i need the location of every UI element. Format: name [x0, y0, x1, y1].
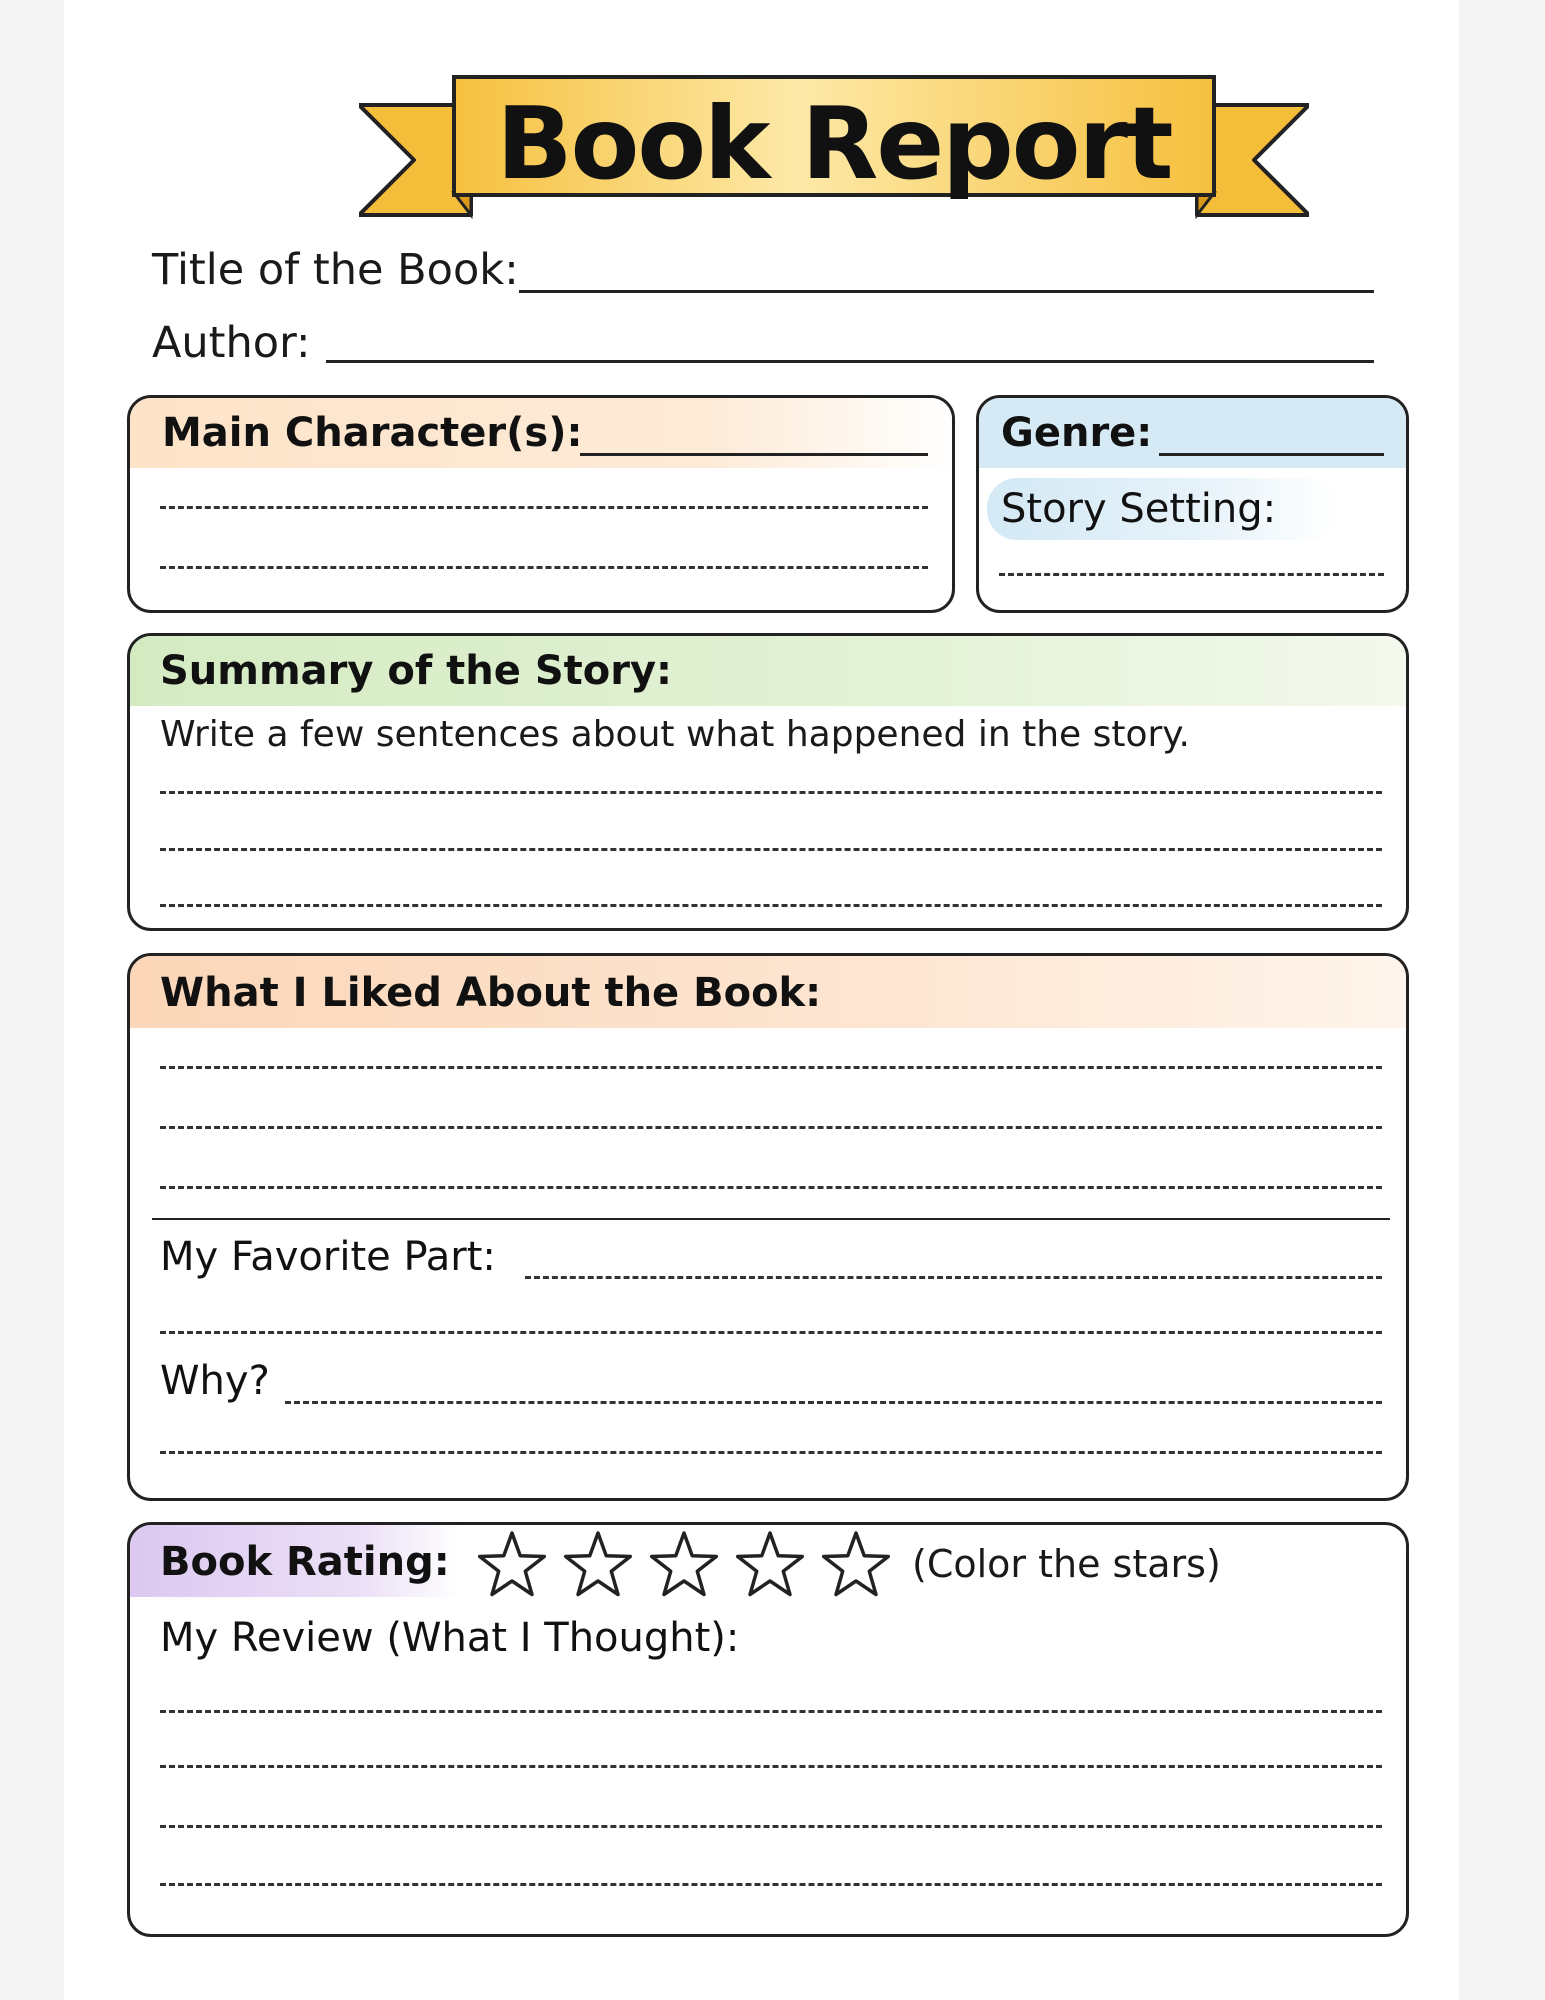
main-characters-line-3[interactable] [160, 566, 928, 569]
author-line[interactable] [326, 360, 1374, 363]
summary-label: Summary of the Story: [160, 648, 673, 694]
book-title-label: Title of the Book: [152, 245, 519, 295]
liked-line-3[interactable] [160, 1186, 1382, 1189]
author-label: Author: [152, 318, 311, 368]
liked-box [127, 953, 1409, 1501]
summary-box [127, 633, 1409, 931]
review-line-4[interactable] [160, 1883, 1382, 1886]
genre-label: Genre: [1001, 410, 1153, 456]
summary-line-2[interactable] [160, 848, 1382, 851]
liked-line-1[interactable] [160, 1066, 1382, 1069]
page-title: Book Report [496, 85, 1172, 202]
main-characters-line-2[interactable] [160, 506, 928, 509]
genre-line[interactable] [1159, 453, 1384, 456]
book-rating-label: Book Rating: [160, 1539, 450, 1585]
review-label: My Review (What I Thought): [160, 1615, 740, 1661]
story-setting-line[interactable] [999, 573, 1384, 576]
favorite-part-label: My Favorite Part: [160, 1234, 496, 1280]
title-banner [359, 75, 1309, 225]
main-characters-label: Main Character(s): [162, 410, 583, 456]
main-characters-line-1[interactable] [580, 453, 928, 456]
rating-star-1-icon[interactable] [475, 1529, 549, 1601]
liked-label: What I Liked About the Book: [160, 970, 822, 1016]
worksheet-page [64, 0, 1459, 2000]
why-line-1[interactable] [285, 1401, 1382, 1404]
color-stars-note: (Color the stars) [912, 1542, 1221, 1586]
genre-setting-box [976, 395, 1409, 613]
rating-star-4-icon[interactable] [733, 1529, 807, 1601]
favorite-part-line-2[interactable] [160, 1331, 1382, 1334]
why-line-2[interactable] [160, 1451, 1382, 1454]
favorite-part-line-1[interactable] [525, 1276, 1382, 1279]
review-line-2[interactable] [160, 1765, 1382, 1768]
book-title-line[interactable] [519, 290, 1374, 293]
rating-star-5-icon[interactable] [819, 1529, 893, 1601]
rating-review-box [127, 1522, 1409, 1937]
rating-stars [475, 1529, 893, 1601]
rating-star-2-icon[interactable] [561, 1529, 635, 1601]
summary-line-1[interactable] [160, 791, 1382, 794]
liked-divider [152, 1218, 1390, 1220]
summary-instruction: Write a few sentences about what happened in the story. [160, 714, 1190, 755]
story-setting-label: Story Setting: [1001, 486, 1277, 532]
main-characters-box [127, 395, 955, 613]
summary-line-3[interactable] [160, 904, 1382, 907]
why-label: Why? [160, 1358, 270, 1404]
liked-line-2[interactable] [160, 1126, 1382, 1129]
rating-star-3-icon[interactable] [647, 1529, 721, 1601]
review-line-1[interactable] [160, 1710, 1382, 1713]
review-line-3[interactable] [160, 1825, 1382, 1828]
